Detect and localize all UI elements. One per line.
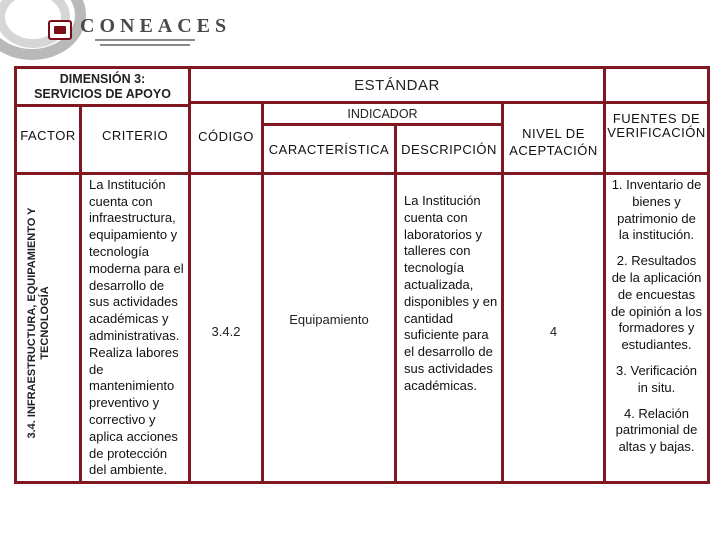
fuentes-header-cell [606, 104, 707, 172]
logo-tagline-graphic [95, 39, 195, 41]
criterio-header: CRITERIO [101, 128, 169, 143]
fuentes-header: FUENTES DE VERIFICACIÓN [607, 111, 706, 140]
criterio-value: La Institución cuenta con infraestructura, equipamiento y tecnología moderna para el desarrollo de sus actividades académicas y administrativas. Realiza labores de mantenimiento preventivo y correctivo y aplica acciones de protección del ambiente. [89, 176, 184, 478]
logo-tagline-graphic-2 [100, 44, 190, 46]
nivel-header-cell [504, 104, 603, 172]
caracteristica-header: CARACTERÍSTICA [268, 141, 390, 157]
codigo-cell [191, 175, 261, 481]
descripcion-header: DESCRIPCIÓN [401, 141, 497, 157]
caracteristica-value: Equipamiento [289, 312, 369, 327]
dimension-title: DIMENSIÓN 3: SERVICIOS DE APOYO [34, 71, 171, 101]
estandar-header: ESTÁNDAR [354, 76, 440, 94]
caracteristica-header-cell [264, 126, 394, 172]
fuentes-item-4: 4. Relación patrimonial de altas y bajas. [615, 405, 698, 455]
criterio-cell [82, 175, 188, 481]
nivel-cell [504, 175, 603, 481]
indicador-header-cell [264, 104, 501, 123]
factor-header: FACTOR [20, 128, 76, 143]
fuentes-item-2: 2. Resultados de la aplicación de encuestas de opinión a los formadores y estudiantes. [610, 253, 703, 353]
nivel-value: 4 [549, 323, 558, 339]
criterio-header-cell [82, 107, 188, 172]
fuentes-cell [606, 175, 707, 481]
factor-value: 3.4. INFRAESTRUCTURA, EQUIPAMIENTO Y TECNOLOGÍA [26, 207, 51, 439]
corner-cell [606, 69, 707, 101]
descripcion-value: La Institución cuenta con laboratorios y talleres con tecnología actualizada, disponibles y en cantidad suficiente para el desarrollo de sus actividades académicas. [404, 193, 498, 393]
codigo-header-cell [191, 104, 261, 172]
logo-wordmark: CONEACES [80, 15, 232, 37]
codigo-header: CÓDIGO [198, 128, 254, 144]
factor-header-cell [17, 107, 79, 172]
dimension-title-cell [17, 69, 188, 104]
descripcion-cell [397, 175, 501, 481]
codigo-value: 3.4.2 [211, 323, 241, 339]
estandar-header-cell [191, 69, 603, 101]
fuentes-item-1: 1. Inventario de bienes y patrimonio de la institución. [611, 177, 702, 243]
descripcion-header-cell [397, 126, 501, 172]
nivel-header: NIVEL DE ACEPTACIÓN [509, 126, 598, 158]
fuentes-item-3: 3. Verificación in situ. [616, 362, 697, 395]
logo-emblem-icon [48, 20, 72, 40]
fuentes-list [611, 177, 703, 456]
indicador-header: INDICADOR [347, 106, 418, 121]
caracteristica-cell [264, 175, 394, 481]
